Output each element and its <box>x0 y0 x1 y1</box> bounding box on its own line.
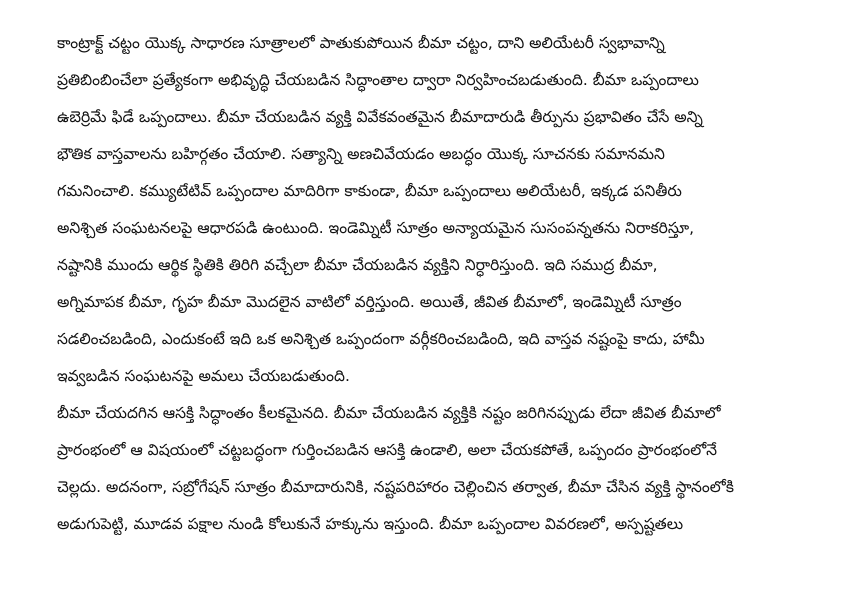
paragraph-line: చెల్లదు. అదనంగా, సబ్రోగేషన్ సూత్రం బీమాదారునికి, నష్టపరిహారం చెల్లించిన తర్వాత, బీమా చేసిన వ్యక్తి స్థానంలోకి <box>57 478 734 496</box>
paragraph-line: అడుగుపెట్టి, మూడవ పక్షాల నుండి కోలుకునే హక్కును ఇస్తుంది. బీమా ఒప్పందాల వివరణలో, అస్పష్టతలు <box>57 515 684 533</box>
paragraph-line: కాంట్రాక్ట్ చట్టం యొక్క సాధారణ సూత్రాలలో పాతుకుపోయిన బీమా చట్టం, దాని అలియేటరీ స్వభావాన్ని <box>57 34 665 52</box>
paragraph-line: బీమా చేయదగిన ఆసక్తి సిద్ధాంతం కీలకమైనది. బీమా చేయబడిన వ్యక్తికి నష్టం జరిగినప్పుడు లేదా జీవిత బీమాలో <box>57 404 721 422</box>
paragraph-line: నష్టానికి ముందు ఆర్థిక స్థితికి తిరిగి వచ్చేలా బీమా చేయబడిన వ్యక్తిని నిర్ధారిస్తుంది. ఇది సముద్ర బీమా, <box>57 256 658 274</box>
paragraph-line: ఉబెర్రిమే ఫిడే ఒప్పందాలు. బీమా చేయబడిన వ్యక్తి వివేకవంతమైన బీమాదారుడి తీర్పును ప్రభావితం చేసే అన్ని <box>57 108 703 126</box>
paragraph-line: అగ్నిమాపక బీమా, గృహ బీమా మొదలైన వాటిలో వర్తిస్తుంది. అయితే, జీవిత బీమాలో, ఇండెమ్నిటీ సూత్రం <box>57 293 682 311</box>
paragraph-line: ప్రతిబింబించేలా ప్రత్యేకంగా అభివృద్ధి చేయబడిన సిద్ధాంతాల ద్వారా నిర్వహించబడుతుంది. బీమా ఒప్పందాలు <box>57 71 699 89</box>
paragraph-line: గమనించాలి. కమ్యుటేటివ్ ఒప్పందాల మాదిరిగా కాకుండా, బీమా ఒప్పందాలు అలియేటరీ, ఇక్కడ పనితీరు <box>57 182 682 200</box>
paragraph-line: భౌతిక వాస్తవాలను బహిర్గతం చేయాలి. సత్యాన్ని అణచివేయడం అబద్ధం యొక్క సూచనకు సమానమని <box>57 145 665 163</box>
paragraph-line: ప్రారంభంలో ఆ విషయంలో చట్టబద్ధంగా గుర్తించబడిన ఆసక్తి ఉండాలి, అలా చేయకపోతే, ఒప్పందం ప్రారంభంలోనే <box>57 441 718 459</box>
paragraph-line: ఇవ్వబడిన సంఘటనపై అమలు చేయబడుతుంది. <box>57 367 350 385</box>
paragraph-line: సడలించబడింది, ఎందుకంటే ఇది ఒక అనిశ్చిత ఒప్పందంగా వర్గీకరించబడింది, ఇది వాస్తవ నష్టంపై కాదు, హామీ <box>57 330 705 348</box>
paragraph-line: అనిశ్చిత సంఘటనలపై ఆధారపడి ఉంటుంది. ఇండెమ్నిటీ సూత్రం అన్యాయమైన సుసంపన్నతను నిరాకరిస్తూ, <box>57 219 695 237</box>
